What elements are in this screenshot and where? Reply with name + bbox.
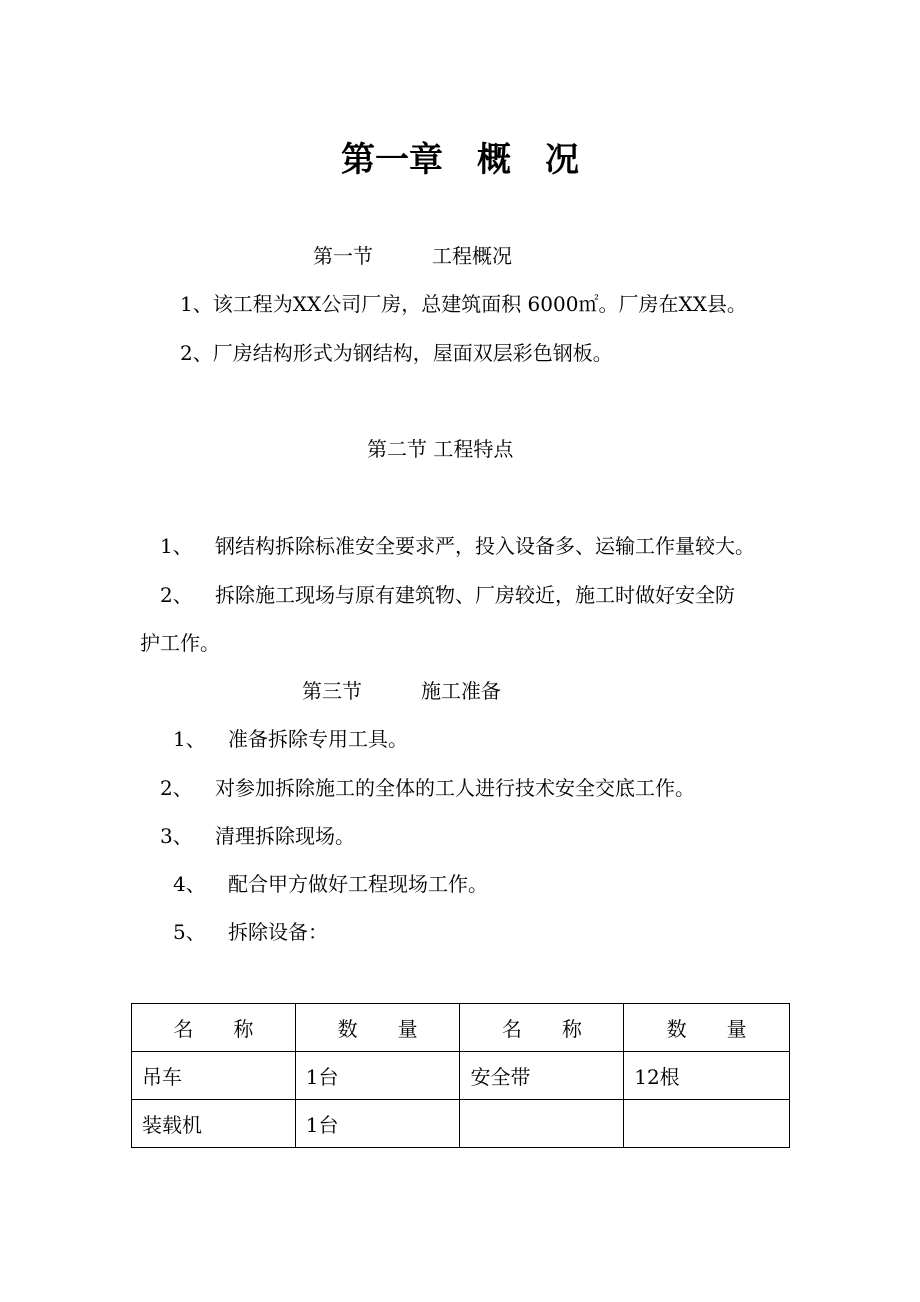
section2-heading: 第二节 工程特点 bbox=[367, 437, 514, 461]
section1-heading-num: 第一节 bbox=[313, 244, 373, 268]
section3-item-1-num: 1、 bbox=[173, 727, 206, 751]
header-qty-1: 数 量 bbox=[295, 1004, 460, 1052]
section3-item-3-num: 3、 bbox=[160, 824, 193, 848]
header-name-2: 名 称 bbox=[460, 1004, 624, 1052]
section2-item-1-num: 1、 bbox=[160, 534, 193, 558]
table-row bbox=[132, 1052, 790, 1100]
header-name-1: 名 称 bbox=[132, 1004, 296, 1052]
section3-heading-num: 第三节 bbox=[302, 679, 362, 703]
section3-item-5-text: 拆除设备： bbox=[228, 920, 328, 944]
table-row bbox=[132, 1100, 790, 1148]
section2-item-2-text: 拆除施工现场与原有建筑物、厂房较近，施工时做好安全防 bbox=[215, 583, 735, 607]
section3-item-1-text: 准备拆除专用工具。 bbox=[228, 727, 408, 751]
section3-item-4-text: 配合甲方做好工程现场工作。 bbox=[228, 872, 488, 896]
section3-heading-title: 施工准备 bbox=[421, 679, 501, 703]
equipment-table bbox=[131, 1003, 790, 1148]
header-qty-2: 数 量 bbox=[624, 1004, 790, 1052]
table-cell bbox=[624, 1100, 790, 1148]
section2-item-2-cont: 护工作。 bbox=[140, 631, 220, 655]
section3-item-2-text: 对参加拆除施工的全体的工人进行技术安全交底工作。 bbox=[215, 776, 695, 800]
chapter-title: 第一章 概 况 bbox=[341, 140, 579, 180]
section1-item-1: 1、该工程为XX公司厂房，总建筑面积 6000㎡。厂房在XX县。 bbox=[180, 292, 747, 316]
section1-heading-title: 工程概况 bbox=[432, 244, 512, 268]
section1-item-2: 2、厂房结构形式为钢结构，屋面双层彩色钢板。 bbox=[180, 341, 613, 365]
section3-item-5-num: 5、 bbox=[173, 920, 206, 944]
table-cell: 12根 bbox=[624, 1052, 790, 1100]
table-cell: 装载机 bbox=[132, 1100, 296, 1148]
table-cell: 1台 bbox=[295, 1052, 460, 1100]
section2-item-2-num: 2、 bbox=[160, 583, 193, 607]
table-header-row bbox=[132, 1004, 790, 1052]
table-cell bbox=[460, 1100, 624, 1148]
table-cell: 吊车 bbox=[132, 1052, 296, 1100]
table-cell: 安全带 bbox=[460, 1052, 624, 1100]
section3-item-4-num: 4、 bbox=[173, 872, 206, 896]
section3-item-2-num: 2、 bbox=[160, 776, 193, 800]
section3-item-3-text: 清理拆除现场。 bbox=[215, 824, 355, 848]
section2-item-1-text: 钢结构拆除标准安全要求严，投入设备多、运输工作量较大。 bbox=[215, 534, 755, 558]
table-cell: 1台 bbox=[295, 1100, 460, 1148]
